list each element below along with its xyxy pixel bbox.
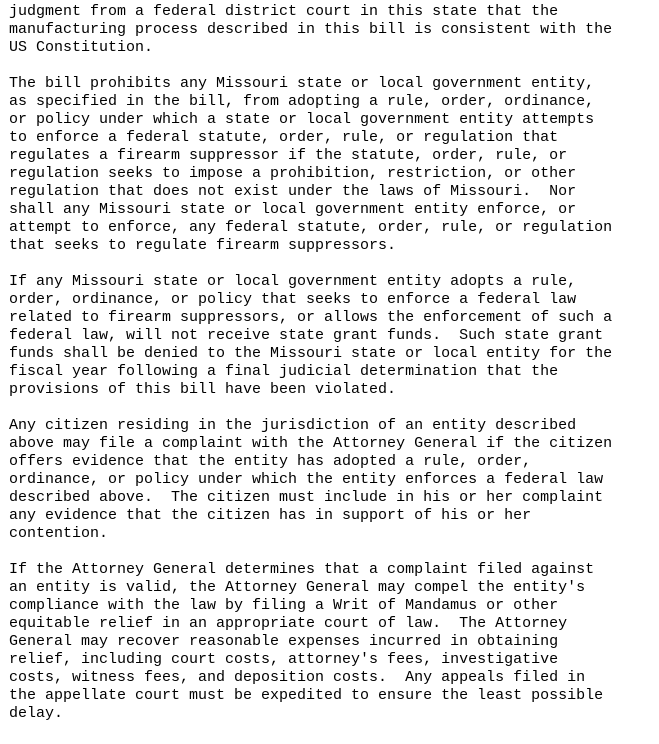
text-line: funds shall be denied to the Missouri state or local entity for the — [9, 345, 613, 362]
text-line: regulation that does not exist under the laws of Missouri. Nor — [9, 183, 577, 200]
text-line: attempt to enforce, any federal statute, order, rule, or regulation — [9, 219, 613, 236]
paragraph-continuation — [9, 3, 655, 57]
text-line: judgment from a federal district court in this state that the — [9, 3, 559, 20]
text-line: regulation seeks to impose a prohibition, restriction, or other — [9, 165, 577, 182]
text-line: costs, witness fees, and deposition costs. Any appeals filed in — [9, 669, 586, 686]
text-line: federal law, will not receive state grant funds. Such state grant — [9, 327, 604, 344]
text-line: related to firearm suppressors, or allows the enforcement of such a — [9, 309, 613, 326]
text-line: If any Missouri state or local government entity adopts a rule, — [9, 273, 577, 290]
text-line: compliance with the law by filing a Writ of Mandamus or other — [9, 597, 559, 614]
text-line: any evidence that the citizen has in support of his or her — [9, 507, 532, 524]
text-line: Any citizen residing in the jurisdiction of an entity described — [9, 417, 577, 434]
document-body — [9, 3, 655, 741]
text-line: to enforce a federal statute, order, rule, or regulation that — [9, 129, 559, 146]
text-line: that seeks to regulate firearm suppressors. — [9, 237, 397, 254]
text-line: as specified in the bill, from adopting a rule, order, ordinance, — [9, 93, 595, 110]
text-line: the appellate court must be expedited to ensure the least possible — [9, 687, 604, 704]
text-line: shall any Missouri state or local government entity enforce, or — [9, 201, 577, 218]
text-line: The bill prohibits any Missouri state or local government entity, — [9, 75, 595, 92]
text-line: equitable relief in an appropriate court of law. The Attorney — [9, 615, 568, 632]
text-line: ordinance, or policy under which the entity enforces a federal law — [9, 471, 604, 488]
text-line: delay. — [9, 705, 64, 722]
text-line: offers evidence that the entity has adopted a rule, order, — [9, 453, 532, 470]
text-line: General may recover reasonable expenses incurred in obtaining — [9, 633, 559, 650]
text-line: If the Attorney General determines that a complaint filed against — [9, 561, 595, 578]
text-line: fiscal year following a final judicial determination that the — [9, 363, 559, 380]
text-line: relief, including court costs, attorney's fees, investigative — [9, 651, 559, 668]
text-line: or policy under which a state or local government entity attempts — [9, 111, 595, 128]
paragraph-prohibition — [9, 75, 655, 255]
text-line: US Constitution. — [9, 39, 154, 56]
text-line: described above. The citizen must include in his or her complaint — [9, 489, 604, 506]
text-line: an entity is valid, the Attorney General may compel the entity's — [9, 579, 586, 596]
text-line: contention. — [9, 525, 109, 542]
text-line: provisions of this bill have been violated. — [9, 381, 397, 398]
text-line: manufacturing process described in this bill is consistent with the — [9, 21, 613, 38]
paragraph-citizen-complaint — [9, 417, 655, 543]
text-line: above may file a complaint with the Attorney General if the citizen — [9, 435, 613, 452]
paragraph-attorney-general — [9, 561, 655, 723]
text-line: regulates a firearm suppressor if the statute, order, rule, or — [9, 147, 568, 164]
paragraph-grant-funds — [9, 273, 655, 399]
text-line: order, ordinance, or policy that seeks to enforce a federal law — [9, 291, 577, 308]
